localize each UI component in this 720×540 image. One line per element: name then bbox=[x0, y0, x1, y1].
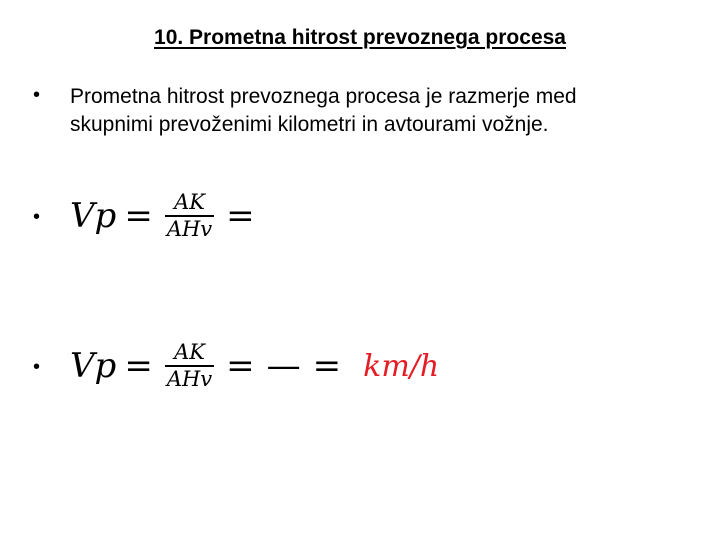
text-line-1: Prometna hitrost prevoznega procesa je razmerje med bbox=[70, 85, 577, 108]
bullet-1: • bbox=[33, 84, 41, 106]
formula-2-denominator: AHv bbox=[166, 367, 213, 391]
formula-2-unit: km/h bbox=[363, 348, 440, 384]
formula-2-dash: — bbox=[266, 346, 301, 386]
formula-1-equals-2: = bbox=[226, 196, 255, 236]
formula-2-numerator: AK bbox=[174, 340, 205, 364]
formula-2-equals-2: = bbox=[226, 346, 255, 386]
formula-1-lhs: Vp bbox=[70, 196, 117, 236]
slide-title: 10. Prometna hitrost prevoznega procesa bbox=[154, 26, 566, 49]
formula-1-denominator: AHv bbox=[166, 217, 213, 241]
formula-1-numerator: AK bbox=[174, 190, 205, 214]
bullet-3: • bbox=[33, 356, 41, 378]
formula-1 bbox=[70, 190, 263, 242]
text-line-2: skupnimi prevoženimi kilometri in avtourami vožnje. bbox=[70, 113, 549, 136]
formula-1-equals: = bbox=[124, 196, 153, 236]
formula-2-fraction bbox=[165, 340, 214, 392]
formula-2-equals-3: = bbox=[312, 346, 342, 386]
formula-1-fraction bbox=[165, 190, 214, 242]
formula-2-equals: = bbox=[124, 346, 153, 386]
formula-2 bbox=[70, 340, 439, 392]
bullet-2: • bbox=[33, 206, 41, 228]
formula-2-lhs: Vp bbox=[70, 346, 117, 386]
